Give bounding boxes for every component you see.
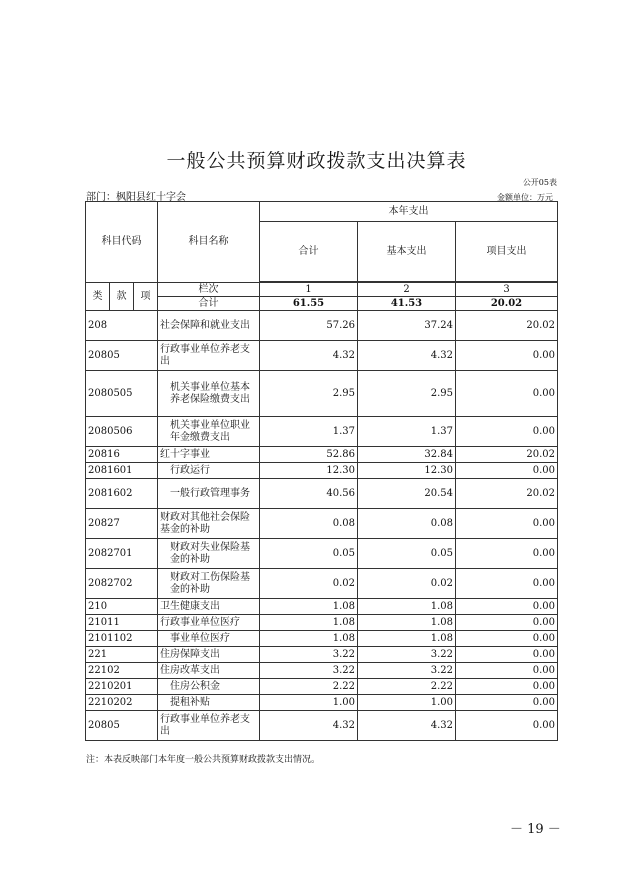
sum-basic: 41.53: [358, 297, 456, 311]
row-code: 2082701: [86, 539, 158, 569]
row-total: 2.22: [260, 679, 358, 695]
row-total: 1.37: [260, 417, 358, 447]
row-total: 12.30: [260, 463, 358, 479]
row-total: 0.08: [260, 509, 358, 539]
row-name: 机关事业单位职业年金缴费支出: [158, 417, 260, 447]
row-total: 1.08: [260, 631, 358, 647]
row-code: 2080505: [86, 371, 158, 417]
row-total: 57.26: [260, 311, 358, 341]
row-project: 0.00: [456, 539, 558, 569]
row-code: 208: [86, 311, 158, 341]
header-col3: 3: [456, 283, 558, 297]
page-number: － 19 －: [510, 822, 561, 837]
row-basic: 12.30: [358, 463, 456, 479]
row-name: 住房保障支出: [158, 647, 260, 663]
header-basic: 基本支出: [358, 222, 456, 282]
row-basic: 1.37: [358, 417, 456, 447]
row-project: 0.00: [456, 631, 558, 647]
footnote: 注：本表反映部门本年度一般公共预算财政拨款支出情况。: [86, 755, 321, 765]
table-row: [86, 539, 558, 569]
header-total: 合计: [260, 222, 358, 282]
row-name: 红十字事业: [158, 447, 260, 463]
header-lei: 类: [86, 283, 110, 311]
table-row: [86, 663, 558, 679]
page-title: 一般公共预算财政拨款支出决算表: [166, 150, 467, 172]
row-project: 0.00: [456, 417, 558, 447]
row-total: 4.32: [260, 341, 358, 371]
header-col1: 1: [260, 283, 358, 297]
row-code: 210: [86, 599, 158, 615]
row-name: 行政运行: [158, 463, 260, 479]
table-row: [86, 569, 558, 599]
header-col2: 2: [358, 283, 456, 297]
row-project: 0.00: [456, 615, 558, 631]
row-project: 20.02: [456, 311, 558, 341]
row-basic: 3.22: [358, 647, 456, 663]
table-row: [86, 711, 558, 741]
header-current-year: 本年支出: [260, 202, 558, 222]
table-row: [86, 631, 558, 647]
table-row: [86, 615, 558, 631]
row-basic: 2.95: [358, 371, 456, 417]
row-project: 0.00: [456, 569, 558, 599]
row-total: 0.05: [260, 539, 358, 569]
unit-label: 金额单位：万元: [497, 193, 553, 202]
row-basic: 0.02: [358, 569, 456, 599]
table-row: [86, 679, 558, 695]
table-row: [86, 311, 558, 341]
row-project: 0.00: [456, 663, 558, 679]
row-name: 行政事业单位养老支出: [158, 341, 260, 371]
row-code: 2101102: [86, 631, 158, 647]
header-col-label: 栏次: [158, 283, 260, 297]
table-row: [86, 447, 558, 463]
row-code: 20805: [86, 341, 158, 371]
row-code: 2210202: [86, 695, 158, 711]
row-code: 22102: [86, 663, 158, 679]
row-total: 52.86: [260, 447, 358, 463]
row-basic: 1.08: [358, 631, 456, 647]
row-project: 0.00: [456, 647, 558, 663]
sum-total: 61.55: [260, 297, 358, 311]
row-name: 住房改革支出: [158, 663, 260, 679]
row-name: 提租补贴: [158, 695, 260, 711]
row-total: 40.56: [260, 479, 358, 509]
row-code: 2082702: [86, 569, 158, 599]
row-total: 3.22: [260, 663, 358, 679]
row-name: 一般行政管理事务: [158, 479, 260, 509]
row-total: 4.32: [260, 711, 358, 741]
table-row: [86, 599, 558, 615]
row-project: 0.00: [456, 679, 558, 695]
row-code: 20827: [86, 509, 158, 539]
row-basic: 20.54: [358, 479, 456, 509]
row-basic: 0.08: [358, 509, 456, 539]
table-row: [86, 341, 558, 371]
form-number: 公开05表: [522, 178, 557, 187]
table-row: [86, 509, 558, 539]
row-basic: 3.22: [358, 663, 456, 679]
row-basic: 32.84: [358, 447, 456, 463]
row-code: 221: [86, 647, 158, 663]
row-basic: 2.22: [358, 679, 456, 695]
row-project: 0.00: [456, 341, 558, 371]
table-row: [86, 647, 558, 663]
row-basic: 1.08: [358, 615, 456, 631]
row-name: 财政对失业保险基金的补助: [158, 539, 260, 569]
row-total: 1.08: [260, 615, 358, 631]
row-code: 2081602: [86, 479, 158, 509]
row-basic: 0.05: [358, 539, 456, 569]
department-label: 部门：枫阳县红十字会: [86, 192, 186, 203]
table-row: [86, 417, 558, 447]
row-name: 财政对工伤保险基金的补助: [158, 569, 260, 599]
budget-table: [85, 201, 558, 741]
row-project: 20.02: [456, 479, 558, 509]
table-row: [86, 695, 558, 711]
table-row: [86, 463, 558, 479]
row-name: 卫生健康支出: [158, 599, 260, 615]
row-code: 20805: [86, 711, 158, 741]
row-total: 2.95: [260, 371, 358, 417]
row-basic: 1.08: [358, 599, 456, 615]
row-basic: 4.32: [358, 711, 456, 741]
row-name: 住房公积金: [158, 679, 260, 695]
row-code: 21011: [86, 615, 158, 631]
row-total: 1.08: [260, 599, 358, 615]
row-code: 20816: [86, 447, 158, 463]
row-total: 1.00: [260, 695, 358, 711]
row-name: 行政事业单位医疗: [158, 615, 260, 631]
row-name: 事业单位医疗: [158, 631, 260, 647]
row-name: 财政对其他社会保险基金的补助: [158, 509, 260, 539]
row-basic: 37.24: [358, 311, 456, 341]
row-name: 机关事业单位基本养老保险缴费支出: [158, 371, 260, 417]
row-project: 20.02: [456, 447, 558, 463]
row-code: 2210201: [86, 679, 158, 695]
row-code: 2081601: [86, 463, 158, 479]
header-project: 项目支出: [456, 222, 558, 282]
row-project: 0.00: [456, 371, 558, 417]
row-project: 0.00: [456, 695, 558, 711]
header-code: 科目代码: [86, 202, 158, 283]
row-name: 行政事业单位养老支出: [158, 711, 260, 741]
row-project: 0.00: [456, 711, 558, 741]
row-project: 0.00: [456, 509, 558, 539]
row-project: 0.00: [456, 599, 558, 615]
row-code: 2080506: [86, 417, 158, 447]
header-xiang: 项: [134, 283, 158, 311]
header-name: 科目名称: [158, 202, 260, 283]
header-kuan: 款: [110, 283, 134, 311]
row-basic: 4.32: [358, 341, 456, 371]
row-name: 社会保障和就业支出: [158, 311, 260, 341]
table-row: [86, 371, 558, 417]
sum-project: 20.02: [456, 297, 558, 311]
table-row: [86, 479, 558, 509]
row-total: 3.22: [260, 647, 358, 663]
row-project: 0.00: [456, 463, 558, 479]
row-total: 0.02: [260, 569, 358, 599]
sum-label: 合计: [158, 297, 260, 311]
row-basic: 1.00: [358, 695, 456, 711]
